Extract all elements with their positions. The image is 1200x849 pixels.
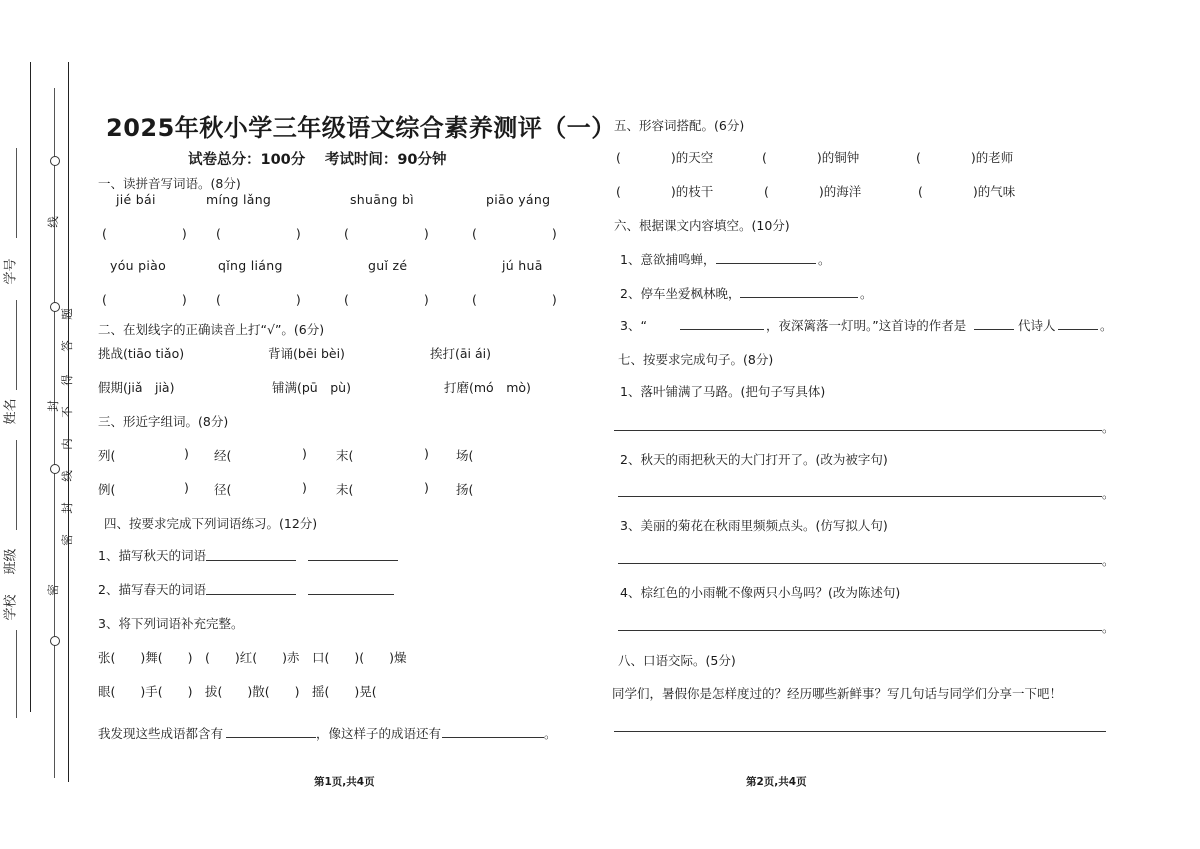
answer-box[interactable]: ( ): [344, 292, 429, 307]
seal-note-char: 内: [59, 438, 74, 450]
pronunciation-choice[interactable]: 挨打(āi ái): [430, 346, 491, 361]
poem-q3-end: 。: [1100, 318, 1113, 333]
page-number-right: 第2页,共4页: [746, 776, 807, 788]
sentence-q2: 2、秋天的雨把秋天的大门打开了。(改为被字句): [620, 452, 888, 467]
adjective-blank[interactable]: ( )的枝干: [616, 184, 714, 199]
autumn-words-prompt: 1、描写秋天的词语: [98, 548, 206, 563]
seal-note-char: 密: [59, 534, 74, 546]
answer-line[interactable]: [226, 737, 316, 738]
answer-box[interactable]: ( ): [472, 292, 557, 307]
seal-border-line: [68, 62, 69, 782]
section-4-heading: 四、按要求完成下列词语练习。(12分): [104, 516, 318, 531]
adjective-blank[interactable]: ( )的气味: [918, 184, 1016, 199]
seal-char: 线: [45, 216, 60, 228]
answer-line[interactable]: [974, 329, 1014, 330]
answer-box[interactable]: ( ): [472, 226, 557, 241]
student-no-label: 学号: [3, 258, 19, 285]
binding-hole: [50, 636, 60, 646]
answer-box[interactable]: ( ): [216, 226, 301, 241]
pinyin-1: jié bái: [116, 192, 156, 207]
idiom-complete-prompt: 3、将下列词语补充完整。: [98, 616, 244, 631]
poem-q3-start: 3、“: [620, 318, 647, 333]
answer-line[interactable]: [618, 496, 1102, 497]
section-1-heading: 一、读拼音写词语。(8分): [98, 176, 241, 191]
line-end: 。: [1102, 553, 1115, 568]
line-end: 。: [1102, 620, 1115, 635]
oral-prompt: 同学们，暑假你是怎样度过的？经历哪些新鲜事？写几句话与同学们分享一下吧！: [612, 686, 1063, 701]
answer-box[interactable]: ( ): [216, 292, 301, 307]
adjective-blank[interactable]: ( )的铜钟: [762, 150, 860, 165]
answer-line[interactable]: [618, 630, 1102, 631]
char-item[interactable]: 经(: [214, 448, 232, 463]
answer-box[interactable]: ( ): [102, 226, 187, 241]
section-3-heading: 三、形近字组词。(8分): [98, 414, 229, 429]
section-8-heading: 八、口语交际。(5分): [618, 653, 736, 668]
adjective-blank[interactable]: ( )的天空: [616, 150, 714, 165]
answer-line[interactable]: [442, 737, 544, 738]
seal-note-char: 得: [59, 374, 74, 386]
student-no-blank: [16, 148, 17, 238]
idiom-finding-end: 。: [544, 726, 557, 741]
poem-q1-end: 。: [818, 252, 831, 267]
class-blank: [16, 440, 17, 530]
seal-char: 封: [45, 400, 60, 412]
school-label: 学校: [3, 594, 19, 621]
name-label: 姓名: [3, 398, 19, 425]
poem-q1: 1、意欲捕鸣蝉，: [620, 252, 716, 267]
seal-note-char: 题: [59, 308, 74, 320]
poem-q2: 2、停车坐爱枫林晚，: [620, 286, 741, 301]
cut-line: [54, 88, 55, 778]
exam-meta: 试卷总分：100分 考试时间：90分钟: [188, 152, 447, 168]
answer-line[interactable]: [740, 297, 858, 298]
section-2-heading: 二、在划线字的正确读音上打“√”。(6分): [98, 322, 325, 337]
seal-note-char: 封: [59, 502, 74, 514]
answer-line[interactable]: [614, 430, 1102, 431]
name-blank: [16, 300, 17, 390]
pinyin-3: shuāng bì: [350, 192, 414, 207]
pronunciation-choice[interactable]: 铺满(pū pù): [272, 380, 351, 395]
answer-line[interactable]: [206, 560, 296, 561]
pinyin-5: yóu piào: [110, 258, 167, 273]
sentence-q1: 1、落叶铺满了马路。(把句子写具体): [620, 384, 826, 399]
pinyin-8: jú huā: [502, 258, 543, 273]
pronunciation-choice[interactable]: 打磨(mó mò): [444, 380, 531, 395]
class-label: 班级: [3, 548, 19, 575]
answer-box[interactable]: ( ): [344, 226, 429, 241]
spring-words-prompt: 2、描写春天的词语: [98, 582, 206, 597]
char-item[interactable]: 未(: [336, 482, 354, 497]
idiom-finding-a: 我发现这些成语都含有: [98, 726, 224, 741]
seal-note-char: 不: [59, 406, 74, 418]
adjective-blank[interactable]: ( )的海洋: [764, 184, 862, 199]
answer-line[interactable]: [680, 329, 764, 330]
char-item[interactable]: 末(: [336, 448, 354, 463]
sentence-q3: 3、美丽的菊花在秋雨里频频点头。(仿写拟人句): [620, 518, 888, 533]
char-item[interactable]: 场(: [456, 448, 474, 463]
char-item[interactable]: 扬(: [456, 482, 474, 497]
sentence-q4: 4、棕红色的小雨靴不像两只小鸟吗？(改为陈述句): [620, 585, 901, 600]
answer-line[interactable]: [1058, 329, 1098, 330]
pronunciation-choice[interactable]: 背诵(bēi bèi): [268, 346, 345, 361]
answer-line[interactable]: [308, 594, 394, 595]
section-6-heading: 六、根据课文内容填空。(10分): [614, 218, 790, 233]
pronunciation-choice[interactable]: 挑战(tiāo tiǎo): [98, 346, 185, 361]
pinyin-4: piāo yáng: [486, 192, 551, 207]
idiom-row-1[interactable]: 张( )舞( ) ( )红( )赤 口( )( )燥: [98, 650, 407, 665]
poem-q2-end: 。: [860, 286, 873, 301]
answer-line[interactable]: [716, 263, 816, 264]
seal-note-char: 答: [59, 340, 74, 352]
page-number-left: 第1页,共4页: [314, 776, 375, 788]
seal-char: 密: [45, 584, 60, 596]
poem-q3-mid: ，夜深篱落一灯明。”这首诗的作者是: [766, 318, 967, 333]
idiom-finding-b: ，像这样子的成语还有: [316, 726, 442, 741]
exam-title: 2025年秋小学三年级语文综合素养测评（一）: [106, 114, 616, 142]
line-end: 。: [1102, 420, 1115, 435]
outer-border-line: [30, 62, 31, 712]
char-item[interactable]: 列(: [98, 448, 116, 463]
pinyin-7: guǐ zé: [368, 258, 408, 273]
school-blank: [16, 630, 17, 718]
char-item[interactable]: 径(: [214, 482, 232, 497]
line-end: 。: [1102, 486, 1115, 501]
adjective-blank[interactable]: ( )的老师: [916, 150, 1014, 165]
pinyin-2: míng lǎng: [206, 192, 272, 207]
answer-line[interactable]: [618, 563, 1102, 564]
seal-note-char: 线: [59, 470, 74, 482]
binding-hole: [50, 156, 60, 166]
answer-box[interactable]: ( ): [102, 292, 187, 307]
poem-q3-era: 代诗人: [1018, 318, 1056, 333]
char-item[interactable]: 例(: [98, 482, 116, 497]
section-7-heading: 七、按要求完成句子。(8分): [618, 352, 774, 367]
idiom-row-2[interactable]: 眼( )手( ) 拔( )散( ) 摇( )晃(: [98, 684, 377, 699]
pronunciation-choice[interactable]: 假期(jiǎ jià): [98, 380, 175, 395]
section-5-heading: 五、形容词搭配。(6分): [614, 118, 745, 133]
answer-line[interactable]: [614, 731, 1106, 732]
answer-line[interactable]: [308, 560, 398, 561]
pinyin-6: qǐng liáng: [218, 258, 283, 273]
answer-line[interactable]: [206, 594, 296, 595]
